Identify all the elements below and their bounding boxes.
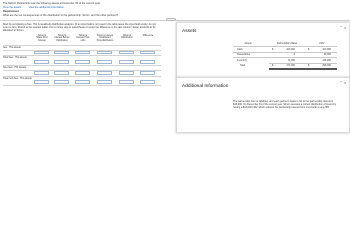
minimize-icon[interactable]: −: [340, 80, 343, 84]
col-head-2: [52, 35, 72, 44]
cash-basis-value: 100,000: [286, 47, 295, 51]
assets-col-header: Assets: [244, 42, 252, 45]
col-head-6: [138, 35, 158, 38]
col-head-5-line2: Simon's: [122, 34, 132, 37]
total751-before-input[interactable]: [54, 60, 69, 64]
cash-basis-dollar: $: [272, 47, 274, 51]
minimize-icon[interactable]: −: [340, 25, 343, 29]
totalnon751-distribution-input[interactable]: [119, 80, 134, 84]
non751-simon-share-input[interactable]: [34, 71, 49, 75]
col-head-6-line3: Difference: [142, 34, 154, 37]
col-head-3: [73, 35, 93, 44]
row-label-total-sec751: Total Sec. 751 assets: [3, 56, 27, 59]
col-head-4-line2: Distributed: [99, 37, 111, 40]
non751-distribution-input[interactable]: [119, 71, 134, 75]
col-head-1: [33, 35, 51, 44]
total-fmv-dollar: $: [308, 64, 310, 67]
problem-intro: The MACO Partnership took the following assets at December 31 of the current year:: [3, 2, 101, 5]
asset-label-cash: Cash: [237, 47, 243, 51]
asset-label-total: Total: [240, 64, 246, 67]
fmv-col-header: FMV: [319, 42, 325, 45]
sec751-simon-share-input[interactable]: [34, 51, 49, 55]
non751-difference-input[interactable]: [140, 71, 155, 75]
total-basis-dollar: $: [272, 64, 274, 67]
cash-fmv-dollar: $: [308, 47, 310, 51]
col-head-4-line1: Simon's Interest: [96, 34, 114, 37]
totalnon751-simon-share-input[interactable]: [34, 80, 49, 84]
receivables-fmv-value: 60,000: [323, 53, 331, 56]
row-rule: [3, 85, 161, 86]
sec751-distribution-input[interactable]: [119, 51, 134, 55]
receivables-basis-value: 0: [293, 53, 295, 56]
totalnon751-difference-input[interactable]: [140, 80, 155, 84]
col-head-5-line3: Distribution: [121, 37, 133, 40]
col-head-3-line3: units: [80, 40, 86, 43]
row-rule: [3, 65, 161, 66]
inventory-fmv-value: 138,000: [322, 58, 331, 62]
sec751-difference-input[interactable]: [140, 51, 155, 55]
divider-handle[interactable]: · · ·: [166, 18, 176, 21]
col-head-3-line1: Simon's: [78, 34, 88, 37]
total751-simon-share-input[interactable]: [34, 60, 49, 64]
total751-difference-input[interactable]: [140, 60, 155, 64]
totalnon751-post-input[interactable]: [75, 80, 90, 84]
col-head-5: [117, 35, 137, 41]
col-head-2-line2: Interest Before: [54, 37, 70, 40]
asset-label-receivables: Receivables: [237, 53, 251, 56]
total751-distribution-input[interactable]: [119, 60, 134, 64]
close-icon[interactable]: ×: [344, 79, 347, 85]
non751-post-input[interactable]: [75, 71, 90, 75]
basis-col-header: Partnership's Basis: [276, 42, 298, 45]
non751-before-input[interactable]: [54, 71, 69, 75]
additional-info-title: Additional Information: [182, 84, 229, 89]
total-fmv-value: 298,000: [322, 64, 331, 67]
non751-distributed-input[interactable]: [97, 71, 112, 75]
total-double-rule: [269, 68, 337, 70]
row-label-sec751: Sec. 751 assets:: [3, 45, 22, 49]
inventory-basis-value: 72,000: [287, 58, 295, 62]
col-head-4-line3: Post-distribution: [96, 40, 114, 43]
view-additional-info-link[interactable]: View the additional information.: [28, 6, 65, 9]
col-head-2-line1: Simon's: [57, 34, 67, 37]
col-head-1-line3: Interest: [38, 40, 46, 43]
sec751-before-input[interactable]: [54, 51, 69, 55]
col-head-1-line2: Share Prior: [36, 37, 48, 40]
col-head-4: [94, 35, 116, 44]
total751-post-input[interactable]: [75, 60, 90, 64]
col-head-2-line3: Distribution: [56, 40, 68, 43]
additional-info-popup: [176, 77, 350, 133]
row-label-total-non-sec751: Total non-Sec. 751 assets: [3, 76, 32, 80]
col-head-3-line2: Interest Post-: [76, 37, 90, 40]
header-links: [3, 6, 71, 9]
col-head-1-line1: Simon's: [37, 34, 47, 37]
requirement-text: What are the tax consequences of the distribution to the partnership, Simon, and the other partners?: [3, 13, 119, 17]
cash-fmv-value: 100,000: [322, 47, 331, 51]
requirement-title: Requirement: [3, 10, 19, 13]
assets-popup: [176, 22, 350, 78]
sec751-distributed-input[interactable]: [97, 51, 112, 55]
totalnon751-before-input[interactable]: [54, 80, 69, 84]
close-icon[interactable]: ×: [344, 24, 347, 30]
assets-popup-title: Assets: [182, 29, 197, 34]
total-basis-value: 172,000: [286, 64, 295, 67]
totalnon751-distributed-input[interactable]: [97, 80, 112, 84]
additional-info-body: The partnership has no liabilities, and each partner's basis in his or her partnership interest is $43,000. On December 31 of the current year, Simon receives a current distribution of inventory having a $13,000 FMV, which reduces his partnership interest from one-fourth to one-fifth.: [233, 100, 337, 110]
view-assets-link[interactable]: View the assets.: [3, 6, 22, 9]
asset-label-inventory: Inventory: [237, 58, 247, 62]
total751-distributed-input[interactable]: [97, 60, 112, 64]
instructions-text: Start by completing a Sec. 751 (unrealized) distribution analysis. (If an input field is not used in the table leave the input field empty; do not enter a zero. Round to the nearest dollar. Use a minus sign or parentheses to enter the difference in the last column.) Enter amounts to be allocated to Simon.: [3, 22, 156, 32]
header-rule: [3, 45, 161, 46]
sec751-post-input[interactable]: [75, 51, 90, 55]
row-label-non-sec751: Non-Sec. 751 assets: [3, 66, 27, 69]
